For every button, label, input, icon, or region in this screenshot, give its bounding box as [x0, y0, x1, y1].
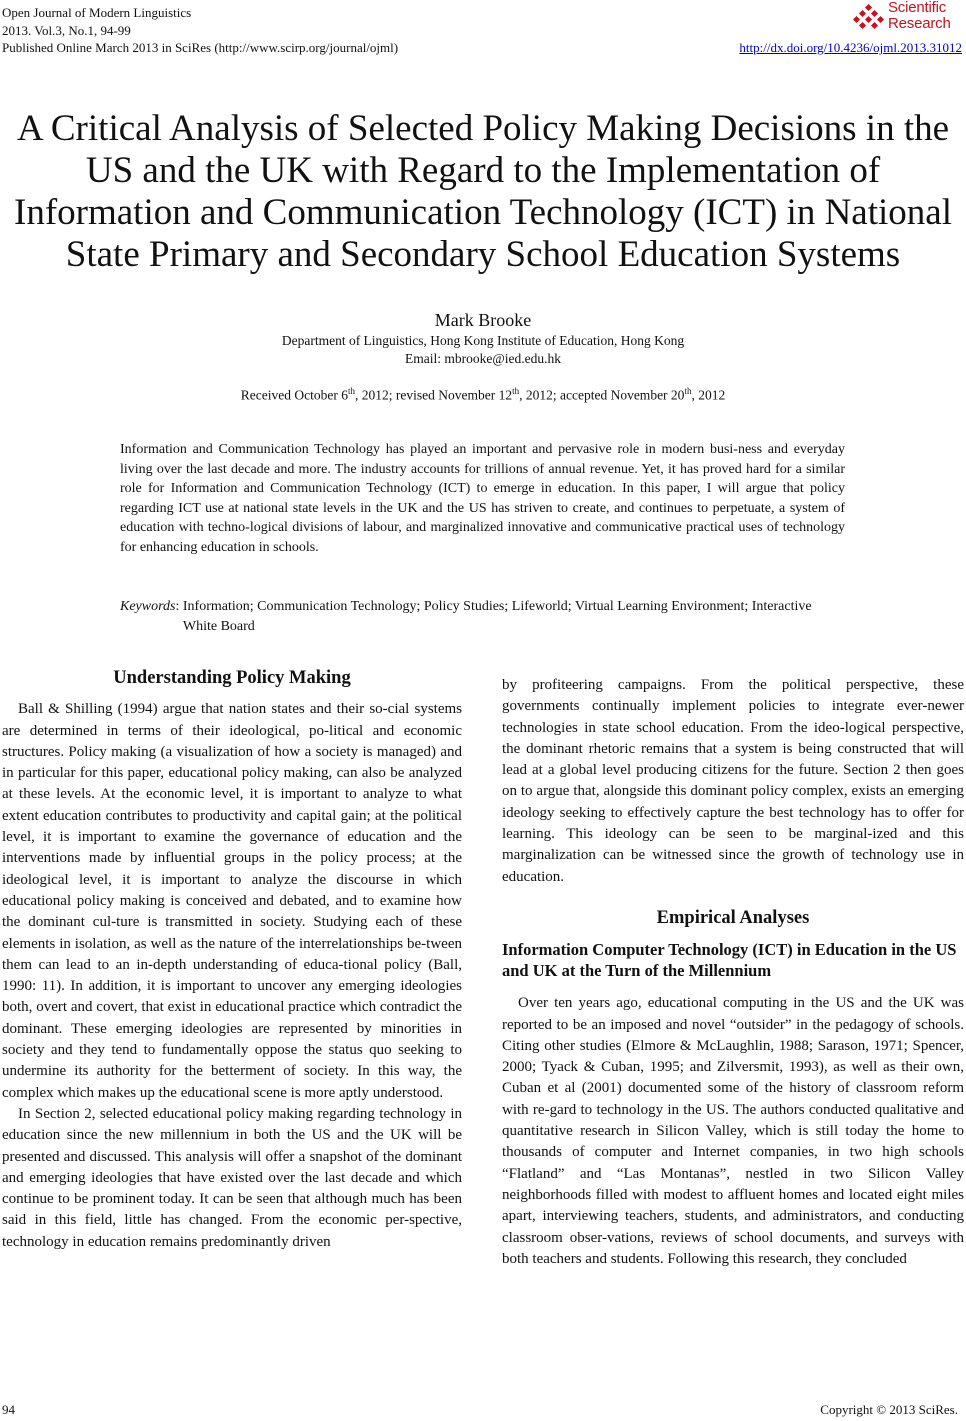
ordinal-suffix: th: [512, 386, 520, 396]
paragraph: In Section 2, selected educational policy making regarding technology in education since the new millennium in both the US and the UK will be presented and discussed. This analysis will offer a snapshot of the dominant and emerging ideologies that have existed over the last decade and which continue to be prominent today. It can be seen that although much has been said in this field, little has changed. From the economic per-spective, technology in education remains predominantly driven: [2, 1105, 462, 1250]
keywords-list: Information; Communication Technology; Policy Studies; Lifeworld; Virtual Learning Environment; Interactive White Board: [182, 599, 812, 634]
right-column: [502, 675, 964, 1270]
left-column: [2, 668, 462, 1253]
keywords-block: [120, 597, 845, 637]
paragraph-continued: by profiteering campaigns. From the political perspective, these governments continually implement policies to integrate ever-newer technologies in state school education. From the ideo-logical perspective, the dominant rhetoric remains that a system is being constructed that will lead at a global level producing citizens for the future. Section 2 then goes on to argue that, alongside this dominant policy complex, exists an emerging ideology seeking to effectively capture the best technology has to offer for learning. This ideology can be seen to be marginal-ized and this marginalization can be witnessed since the growth of technology use in education.: [502, 677, 964, 885]
doi-link[interactable]: http://dx.doi.org/10.4236/ojml.2013.31012: [739, 40, 962, 55]
publication-info: Published Online March 2013 in SciRes (http://www.scirp.org/journal/ojml): [2, 40, 399, 55]
journal-volume: 2013. Vol.3, No.1, 94-99: [2, 22, 131, 38]
ordinal-suffix: th: [347, 386, 355, 396]
author-affiliation: [0, 332, 966, 368]
copyright-notice: Copyright © 2013 SciRes.: [820, 1402, 958, 1417]
page-header: [0, 0, 966, 60]
logo-text-line1: Scientific: [888, 0, 947, 16]
ordinal-suffix: th: [684, 386, 692, 396]
accepted-date: , 2012; accepted November 20: [519, 387, 685, 403]
paragraph: Over ten years ago, educational computing in the US and the UK was reported to be an imposed and novel “outsider” in the pedagogy of schools. Citing other studies (Elmore & McLaughlin, 1988; Sarason, 1971; Spencer, 2000; Tyack & Cuban, 1995; and Zilversmit, 1993), as well as their own, Cuban et al (2001) documented some of the history of classroom reform with re-gard to technology in the US. The authors conducted qualitative and quantitative research in Silicon Valley, which is still today the home to thousands of computer and Internet companies, in two high schools “Flatland” and “Las Montanas”, nestled in two Silicon Valley neighborhoods filled with modest to affluent homes and located eight miles apart, interviewing teachers, students, and administrators, and conducting classroom obser-vations, reviews of school documents, and surveys with both teachers and students. Following this research, they concluded: [502, 995, 964, 1267]
author-name: Mark Brooke: [434, 310, 532, 330]
scientific-research-logo[interactable]: [852, 0, 962, 36]
logo-diamond-icon: [852, 4, 886, 32]
logo-text: [888, 0, 951, 32]
paper-title: A Critical Analysis of Selected Policy Making Decisions in the US and the UK with Regard to the Implementation of Information and Communication Technology (ICT) in National State Primary and Secondary School Education Systems: [14, 108, 952, 275]
paragraph: Ball & Shilling (1994) argue that nation states and their so-cial systems are determined in terms of their ideological, po-litical and economic structures. Policy making (a visualization of how a society is managed) and in particular for this paper, educational policy making, can also be analyzed at these levels. At the economic level, it is important to analyze to what extent education contributes to productivity and capital gain; at the political level, it is important to examine the governance of education and the interventions made by influential groups in the policy process; at the ideological level, it is important to analyze the discourse in which educational policy making is conceived and debated, and to examine how the dominant cul-ture is transmitted in society. Studying each of these elements in isolation, as well as the nature of the interrelationships be-tween them can lead to an in-depth understanding of educa-tional policy (Ball, 1990: 11). In addition, it is important to uncover any emerging ideologies both, overt and covert, that exist in educational practice which contradict the dominant. These emerging ideologies are represented by minorities in society and they tend to fundamentally oppose the status quo seeking to undermine its authority for the betterment of society. In this way, the complex which makes up the educational scene is more aptly understood.: [2, 701, 462, 1101]
affiliation-text: Department of Linguistics, Hong Kong Institute of Education, Hong Kong: [281, 333, 685, 348]
abstract: Information and Communication Technology has played an important and pervasive role in modern busi-ness and everyday living over the last decade and more. The industry accounts for trillions of annual revenue. Yet, it has proved hard for a similar role for Information and Communication Technology (ICT) to emerge in education. In this paper, I will argue that policy regarding ICT use at national state levels in the UK and the US has striven to create, and continues to perpetuate, a system of education with techno-logical divisions of labour, and marginalized innovative and communicative practical uses of technology for enhancing education in schools.: [120, 442, 845, 555]
logo-text-line2: Research: [888, 15, 951, 32]
author-email[interactable]: Email: mbrooke@ied.edu.hk: [404, 351, 562, 366]
page-number: 94: [2, 1402, 15, 1417]
received-dates: [0, 386, 966, 404]
year-suffix: , 2012: [691, 387, 726, 403]
journal-info: [2, 4, 398, 57]
keywords-label: Keywords:: [120, 599, 183, 614]
revised-date: , 2012; revised November 12: [355, 387, 513, 403]
journal-name: Open Journal of Modern Linguistics: [2, 5, 192, 20]
section-heading-empirical-analyses: Empirical Analyses: [656, 907, 810, 928]
received-date: Received October 6: [240, 387, 348, 403]
subsection-heading: Information Computer Technology (ICT) in Education in the US and UK at the Turn of the Millennium: [502, 940, 957, 981]
section-heading-understanding-policy: Understanding Policy Making: [113, 668, 351, 688]
